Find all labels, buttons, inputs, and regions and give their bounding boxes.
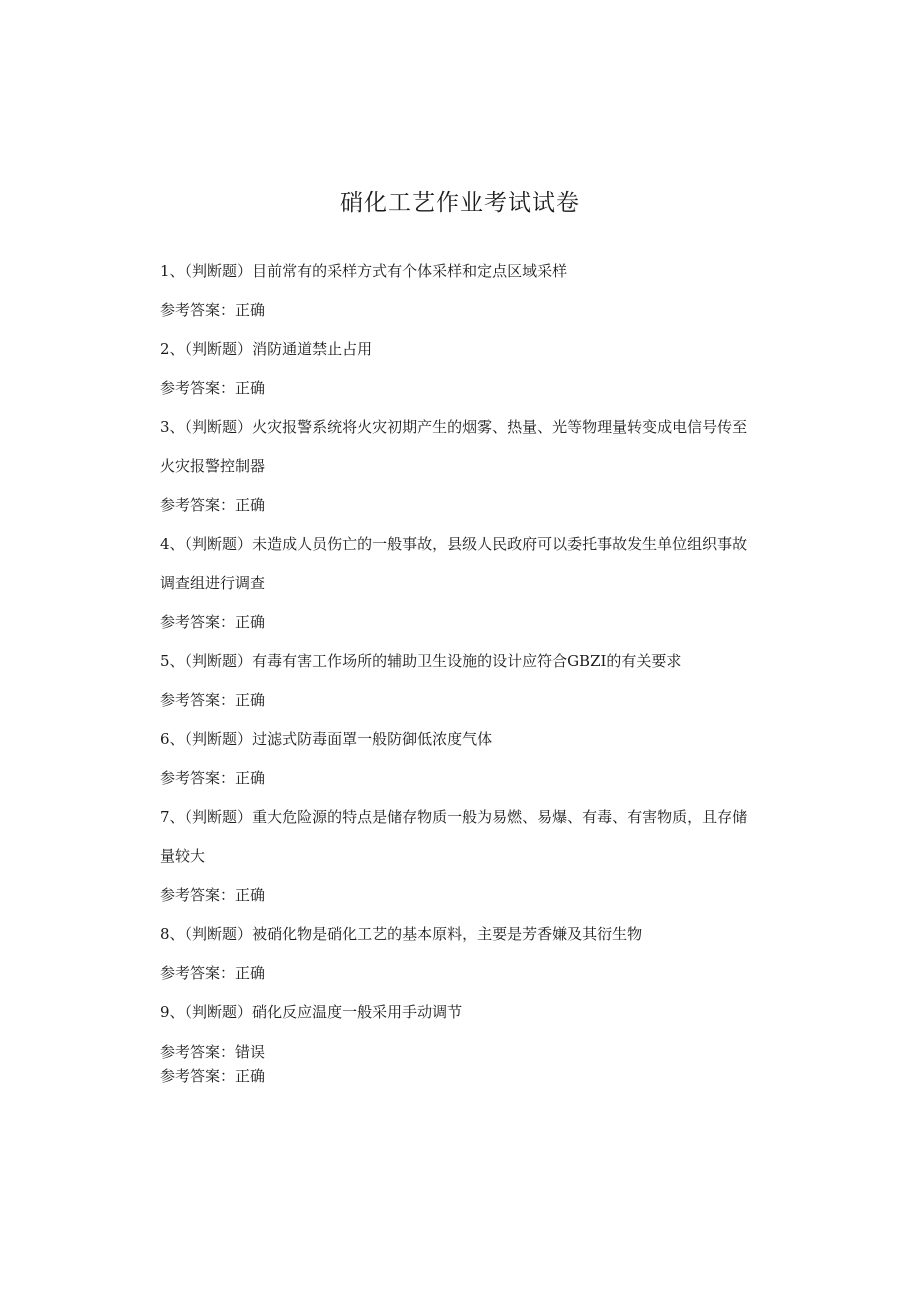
answer-label: 参考答案： xyxy=(160,379,236,397)
question-body: 目前常有的采样方式有个体采样和定点区域采样 xyxy=(252,262,568,280)
answer-label: 参考答案： xyxy=(160,886,236,904)
answer-line xyxy=(160,291,760,330)
question-text xyxy=(160,408,760,486)
answer-line xyxy=(160,954,760,993)
question-item xyxy=(160,408,760,525)
question-type: （判断题） xyxy=(184,730,253,748)
answer-label: 参考答案： xyxy=(160,964,236,982)
answer-line xyxy=(160,603,760,642)
question-body: 有毒有害工作场所的辅助卫生设施的设计应符合GBZI的有关要求 xyxy=(252,652,682,670)
question-number: 8、 xyxy=(160,925,185,943)
question-item xyxy=(160,720,760,798)
question-number: 3、 xyxy=(160,418,185,436)
question-number: 7、 xyxy=(160,808,185,826)
question-text xyxy=(160,252,760,291)
question-type: （判断题） xyxy=(184,340,253,358)
question-body: 消防通道禁止占用 xyxy=(252,340,373,358)
question-number: 9、 xyxy=(160,1003,185,1021)
question-number: 5、 xyxy=(160,652,185,670)
question-item xyxy=(160,525,760,642)
question-text xyxy=(160,330,760,369)
answer-line xyxy=(160,369,760,408)
answer-value: 错误 xyxy=(235,1043,266,1061)
question-item xyxy=(160,915,760,993)
answer-label: 参考答案： xyxy=(160,769,236,787)
answer-line xyxy=(160,486,760,525)
question-number: 1、 xyxy=(160,262,185,280)
answer-label: 参考答案： xyxy=(160,1067,236,1085)
answer-label: 参考答案： xyxy=(160,1043,236,1061)
answer-value: 正确 xyxy=(235,496,266,514)
extra-answer-line xyxy=(160,1064,760,1088)
answer-line xyxy=(160,1040,760,1064)
question-type: （判断题） xyxy=(184,652,253,670)
question-item xyxy=(160,798,760,915)
question-item xyxy=(160,252,760,330)
question-number: 2、 xyxy=(160,340,185,358)
question-item xyxy=(160,330,760,408)
page-title: 硝化工艺作业考试试卷 xyxy=(340,190,580,216)
question-item xyxy=(160,993,760,1088)
question-text xyxy=(160,993,760,1032)
question-number: 6、 xyxy=(160,730,185,748)
question-number: 4、 xyxy=(160,535,185,553)
answer-value: 正确 xyxy=(235,1067,266,1085)
answer-value: 正确 xyxy=(235,691,266,709)
question-text xyxy=(160,525,760,603)
question-type: （判断题） xyxy=(184,262,253,280)
question-body: 重大危险源的特点是储存物质一般为易燃、易爆、有毒、有害物质，且存储量较大 xyxy=(160,808,748,865)
question-item xyxy=(160,642,760,720)
question-body: 过滤式防毒面罩一般防御低浓度气体 xyxy=(252,730,493,748)
answer-label: 参考答案： xyxy=(160,691,236,709)
answer-line xyxy=(160,681,760,720)
answer-line xyxy=(160,876,760,915)
answer-value: 正确 xyxy=(235,769,266,787)
question-body: 硝化反应温度一般采用手动调节 xyxy=(252,1003,463,1021)
question-text xyxy=(160,915,760,954)
question-type: （判断题） xyxy=(184,1003,253,1021)
answer-value: 正确 xyxy=(235,379,266,397)
question-text xyxy=(160,798,760,876)
answer-label: 参考答案： xyxy=(160,613,236,631)
question-body: 被硝化物是硝化工艺的基本原料，主要是芳香嫌及其衍生物 xyxy=(252,925,643,943)
answer-value: 正确 xyxy=(235,964,266,982)
answer-value: 正确 xyxy=(235,301,266,319)
answer-label: 参考答案： xyxy=(160,496,236,514)
answer-label: 参考答案： xyxy=(160,301,236,319)
question-text xyxy=(160,720,760,759)
question-type: （判断题） xyxy=(184,535,253,553)
question-type: （判断题） xyxy=(184,418,253,436)
question-text xyxy=(160,642,760,681)
question-body: 火灾报警系统将火灾初期产生的烟雾、热量、光等物理量转变成电信号传至火灾报警控制器 xyxy=(160,418,748,475)
answer-line xyxy=(160,759,760,798)
answer-value: 正确 xyxy=(235,886,266,904)
question-type: （判断题） xyxy=(184,808,253,826)
question-body: 未造成人员伤亡的一般事故，县级人民政府可以委托事故发生单位组织事故调查组进行调查 xyxy=(160,535,748,592)
question-type: （判断题） xyxy=(184,925,253,943)
answer-value: 正确 xyxy=(235,613,266,631)
question-list xyxy=(160,252,760,1088)
